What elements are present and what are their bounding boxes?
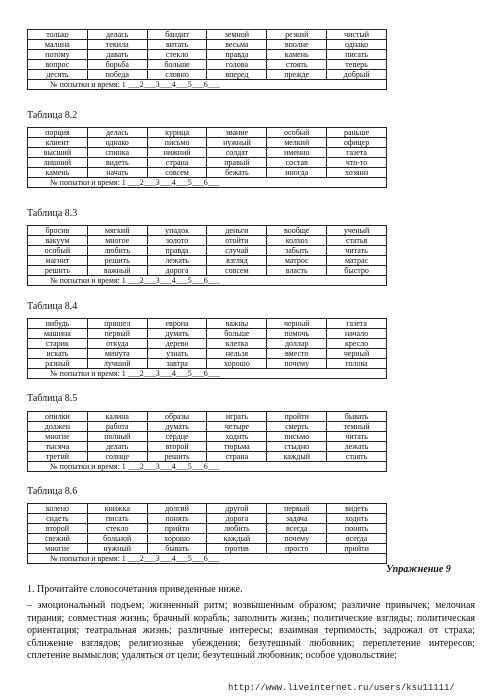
table-cell: нибудь (28, 319, 88, 329)
table-cell: быстро (327, 266, 387, 276)
table-cell: первый (267, 504, 327, 514)
table-cell: хозяин (327, 168, 387, 178)
table-cell: лучший (87, 359, 147, 369)
table-cell: власть (267, 266, 327, 276)
table-cell: писать (327, 50, 387, 60)
table-cell: вакуум (28, 236, 88, 246)
table-cell: больной (87, 534, 147, 544)
table-caption: Таблица 8.5 (27, 393, 78, 404)
word-table (27, 503, 387, 564)
table-cell: стоять (267, 60, 327, 70)
table-footer-row (28, 554, 387, 564)
table-cell: что-то (327, 158, 387, 168)
table-cell: письмо (147, 138, 207, 148)
table-cell: камень (28, 168, 88, 178)
table-cell: тюрьма (207, 442, 267, 452)
table-cell: важный (87, 266, 147, 276)
table-cell: мелкий (267, 138, 327, 148)
table-cell: должен (28, 422, 88, 432)
table-cell: правда (147, 246, 207, 256)
table-cell: черный (327, 349, 387, 359)
attempt-time-footer: № попытки и время: 1 ___2___3___4___5___6___ (28, 369, 387, 379)
table-row (28, 256, 387, 266)
table-cell: делась (87, 30, 147, 40)
attempt-time-footer: № попытки и время: 1 ___2___3___4___5___6___ (28, 462, 387, 472)
table-cell: страна (147, 158, 207, 168)
table-cell: начать (87, 168, 147, 178)
table-row (28, 60, 387, 70)
table-cell: каждый (267, 452, 327, 462)
table-cell: резкий (267, 30, 327, 40)
word-table (27, 29, 387, 90)
table-cell: делать (87, 442, 147, 452)
table-cell: узнать (147, 349, 207, 359)
table-cell: земной (207, 30, 267, 40)
table-cell: второй (147, 442, 207, 452)
table-cell: другой (207, 504, 267, 514)
table-cell: задача (267, 514, 327, 524)
table-cell: матрос (267, 256, 327, 266)
table-cell: бывать (147, 544, 207, 554)
table-cell: опилки (28, 412, 88, 422)
table-cell: звание (207, 128, 267, 138)
table-cell: случай (207, 246, 267, 256)
table-cell: многое (87, 236, 147, 246)
table-row (28, 50, 387, 60)
table-footer-row (28, 369, 387, 379)
table-row (28, 246, 387, 256)
table-row (28, 432, 387, 442)
table-cell: золото (147, 236, 207, 246)
table-cell: солдат (207, 148, 267, 158)
table-cell: вперед (207, 70, 267, 80)
table-cell: ходить (207, 432, 267, 442)
table-row (28, 412, 387, 422)
word-table (27, 411, 387, 472)
table-cell: газета (327, 319, 387, 329)
table-cell: образы (147, 412, 207, 422)
table-cell: многие (28, 544, 88, 554)
table-cell: весьма (207, 40, 267, 50)
table-row (28, 329, 387, 339)
table-row (28, 359, 387, 369)
table-cell: смерть (267, 422, 327, 432)
table-cell: решить (147, 452, 207, 462)
table-cell: раньше (327, 128, 387, 138)
table-cell: читать (327, 432, 387, 442)
table-cell: победа (87, 70, 147, 80)
table-cell: колено (28, 504, 88, 514)
table-cell: завтра (147, 359, 207, 369)
table-cell: правый (207, 158, 267, 168)
table-cell: сердце (147, 432, 207, 442)
table-cell: десять (28, 70, 88, 80)
table-cell: второй (28, 524, 88, 534)
table-cell: просто (267, 544, 327, 554)
table-cell: особый (28, 246, 88, 256)
table-cell: мягкий (87, 226, 147, 236)
table-cell: бывать (327, 412, 387, 422)
table-cell: четыре (207, 422, 267, 432)
table-caption: Таблица 8.2 (27, 110, 78, 121)
table-cell: совсем (147, 168, 207, 178)
table-cell: стекло (87, 524, 147, 534)
table-cell: европа (147, 319, 207, 329)
table-cell: важны (207, 319, 267, 329)
table-cell: тысяча (28, 442, 88, 452)
table-caption: Таблица 8.4 (27, 301, 78, 312)
table-cell: бросив (28, 226, 88, 236)
table-caption: Таблица 8.3 (27, 208, 78, 219)
table-cell: читать (327, 246, 387, 256)
table-cell: против (207, 544, 267, 554)
table-cell: борьба (87, 60, 147, 70)
table-cell: пришел (87, 319, 147, 329)
table-cell: нижний (147, 148, 207, 158)
table-cell: лежать (327, 442, 387, 452)
table-cell: прийти (327, 544, 387, 554)
table-cell: лишний (28, 158, 88, 168)
table-footer-row (28, 276, 387, 286)
table-cell: потому (28, 50, 88, 60)
table-cell: письмо (267, 432, 327, 442)
table-cell: думать (147, 422, 207, 432)
table-cell: состав (267, 158, 327, 168)
table-cell: первый (87, 329, 147, 339)
attempt-time-footer: № попытки и время: 1 ___2___3___4___5___6___ (28, 554, 387, 564)
table-cell: думать (147, 329, 207, 339)
table-cell: магнит (28, 256, 88, 266)
table-cell: страна (207, 452, 267, 462)
table-cell: бежать (207, 168, 267, 178)
table-row (28, 452, 387, 462)
table-cell: офицер (327, 138, 387, 148)
table-cell: курица (147, 128, 207, 138)
table-row (28, 30, 387, 40)
table-cell: деньги (207, 226, 267, 236)
table-cell: добрый (327, 70, 387, 80)
table-cell: кресло (327, 339, 387, 349)
watermark-url: http://www.liveinternet.ru/users/ksu11111/ (228, 683, 455, 693)
table-cell: нужный (207, 138, 267, 148)
table-cell: солнце (87, 452, 147, 462)
table-cell: вполне (267, 40, 327, 50)
table-row (28, 534, 387, 544)
table-cell: вместо (267, 349, 327, 359)
table-cell: бандит (147, 30, 207, 40)
table-cell: сидеть (28, 514, 88, 524)
word-table (27, 318, 387, 379)
table-footer-row (28, 80, 387, 90)
table-cell: голова (207, 60, 267, 70)
table-cell: особый (267, 128, 327, 138)
table-cell: многие (28, 432, 88, 442)
table-footer-row (28, 462, 387, 472)
table-cell: калина (87, 412, 147, 422)
table-row (28, 128, 387, 138)
table-cell: дерево (147, 339, 207, 349)
table-cell: клетка (207, 339, 267, 349)
word-table (27, 225, 387, 286)
table-cell: прийти (147, 524, 207, 534)
table-cell: порция (28, 128, 88, 138)
table-cell: давать (87, 50, 147, 60)
table-row (28, 168, 387, 178)
exercise-title: Упражнение 9 (386, 564, 451, 575)
table-row (28, 442, 387, 452)
table-cell: темный (327, 422, 387, 432)
table-cell: больше (147, 60, 207, 70)
table-cell: доллар (267, 339, 327, 349)
table-cell: вообще (267, 226, 327, 236)
table-cell: старик (28, 339, 88, 349)
table-cell: отойти (207, 236, 267, 246)
table-row (28, 138, 387, 148)
table-row (28, 514, 387, 524)
table-cell: всегда (327, 534, 387, 544)
table-cell: текила (87, 40, 147, 50)
table-cell: статья (327, 236, 387, 246)
table-cell: матрас (327, 256, 387, 266)
table-cell: правда (207, 50, 267, 60)
table-cell: откуда (87, 339, 147, 349)
table-cell: разный (28, 359, 88, 369)
table-cell: минута (87, 349, 147, 359)
table-cell: однако (87, 138, 147, 148)
table-row (28, 339, 387, 349)
table-cell: именно (267, 148, 327, 158)
table-cell: почему (267, 534, 327, 544)
table-row (28, 148, 387, 158)
table-row (28, 422, 387, 432)
attempt-time-footer: № попытки и время: 1 ___2___3___4___5___6___ (28, 178, 387, 188)
table-cell: иногда (267, 168, 327, 178)
table-cell: искать (28, 349, 88, 359)
table-cell: стаять (327, 452, 387, 462)
table-cell: упадок (147, 226, 207, 236)
table-cell: каждый (207, 534, 267, 544)
table-cell: словно (147, 70, 207, 80)
table-cell: всегда (267, 524, 327, 534)
table-cell: спинка (87, 148, 147, 158)
table-cell: чистый (327, 30, 387, 40)
table-cell: любить (87, 246, 147, 256)
table-cell: решить (87, 256, 147, 266)
table-cell: работа (87, 422, 147, 432)
table-cell: долгий (147, 504, 207, 514)
table-cell: теперь (327, 60, 387, 70)
table-caption: Таблица 8.6 (27, 486, 78, 497)
table-cell: хорошо (207, 359, 267, 369)
instruction-text: 1. Прочитайте словосочетания приведенные ниже. (27, 584, 243, 595)
table-cell: машина (28, 329, 88, 339)
table-cell: решить (28, 266, 88, 276)
table-cell: видеть (87, 158, 147, 168)
table-cell: почему (267, 359, 327, 369)
table-cell: хорошо (147, 534, 207, 544)
table-cell: делась (87, 128, 147, 138)
table-row (28, 544, 387, 554)
table-cell: нужный (87, 544, 147, 554)
table-cell: черный (267, 319, 327, 329)
table-cell: третий (28, 452, 88, 462)
table-cell: видеть (327, 504, 387, 514)
table-cell: нельзя (207, 349, 267, 359)
table-row (28, 40, 387, 50)
table-cell: начало (327, 329, 387, 339)
table-row (28, 236, 387, 246)
word-table (27, 127, 387, 188)
table-cell: высший (28, 148, 88, 158)
attempt-time-footer: № попытки и время: 1 ___2___3___4___5___6___ (28, 80, 387, 90)
table-cell: только (28, 30, 88, 40)
table-cell: малина (28, 40, 88, 50)
table-cell: свежий (28, 534, 88, 544)
table-row (28, 70, 387, 80)
table-cell: играть (207, 412, 267, 422)
table-footer-row (28, 178, 387, 188)
table-cell: совсем (207, 266, 267, 276)
table-cell: пройти (267, 412, 327, 422)
body-text: – эмоциональный подъем; жизненный ритм; возвышенным образом; различие привычек; мелочная тирания; совместная жизнь; брачный корабль; заполнить жизнь; политические взгляды; политическая ориентация; театральная жизнь; различные интересы; взаимная терпимость; задрожал от страха; сближение взглядов; религиозные убеждения; безутешный любовник; переплетение интересов; сплетение вымыслов; удаляться от цели; безутешный любовник; особое удовольствие; (27, 600, 475, 662)
attempt-time-footer: № попытки и время: 1 ___2___3___4___5___6___ (28, 276, 387, 286)
table-row (28, 226, 387, 236)
table-cell: стыдно (267, 442, 327, 452)
table-row (28, 266, 387, 276)
table-cell: витать (147, 40, 207, 50)
table-row (28, 158, 387, 168)
table-row (28, 504, 387, 514)
table-cell: колхоз (267, 236, 327, 246)
table-cell: книжка (87, 504, 147, 514)
table-cell: газета (327, 148, 387, 158)
table-cell: камень (267, 50, 327, 60)
table-cell: писать (87, 514, 147, 524)
table-cell: вопрос (28, 60, 88, 70)
table-cell: лежать (147, 256, 207, 266)
table-cell: голова (327, 359, 387, 369)
table-cell: дорога (207, 514, 267, 524)
table-cell: полный (87, 432, 147, 442)
table-row (28, 319, 387, 329)
table-cell: прежде (267, 70, 327, 80)
table-cell: забыть (267, 246, 327, 256)
table-cell: однако (327, 40, 387, 50)
table-cell: понять (327, 524, 387, 534)
table-cell: дорога (147, 266, 207, 276)
table-row (28, 349, 387, 359)
table-cell: понять (147, 514, 207, 524)
table-cell: ученый (327, 226, 387, 236)
table-cell: любить (207, 524, 267, 534)
table-cell: помочь (267, 329, 327, 339)
table-cell: взгляд (207, 256, 267, 266)
table-cell: клиент (28, 138, 88, 148)
table-cell: стекло (147, 50, 207, 60)
table-cell: ходить (327, 514, 387, 524)
table-cell: больше (207, 329, 267, 339)
table-row (28, 524, 387, 534)
